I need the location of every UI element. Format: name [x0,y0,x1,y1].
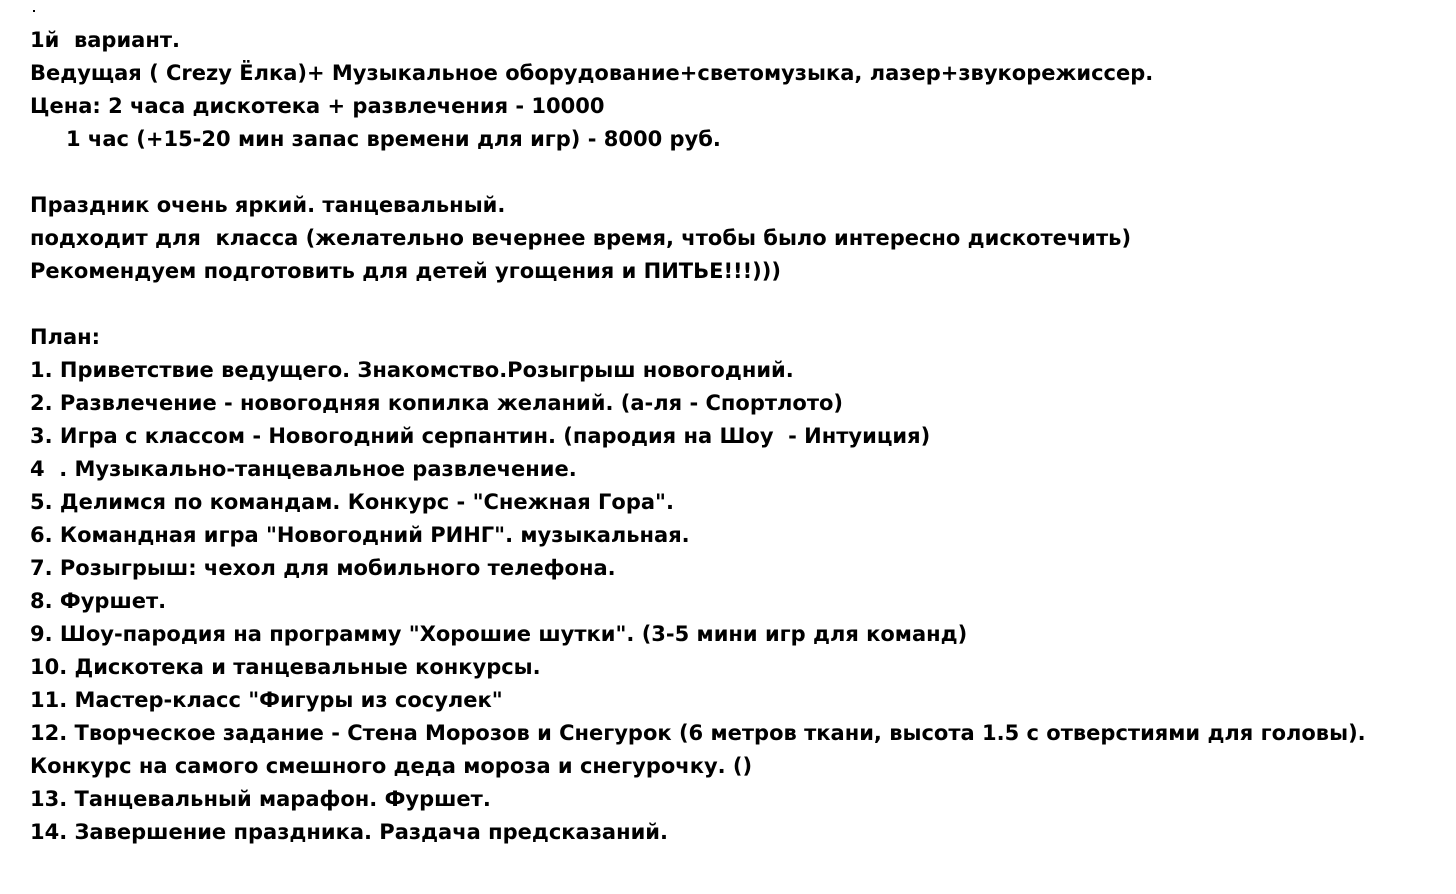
plan-item-3: 3. Игра с классом - Новогодний серпантин. (пародия на Шоу - Интуиция) [30,424,931,448]
plan-item-10: 10. Дискотека и танцевальные конкурсы. [30,655,541,679]
description-line-2: подходит для класса (желательно вечернее время, чтобы было интересно дискотечить) [30,226,1132,250]
host-equipment-line: Ведущая ( Crezy Ёлка)+ Музыкальное оборудование+светомузыка, лазер+звукорежиссер. [30,61,1154,85]
plan-item-13: 13. Танцевальный марафон. Фуршет. [30,787,491,811]
plan-title: План: [30,325,101,349]
price-line-two-hours: Цена: 2 часа дискотека + развлечения - 10000 [30,94,605,118]
plan-item-2: 2. Развлечение - новогодняя копилка желаний. (а-ля - Спортлото) [30,391,844,415]
variant-heading: 1й вариант. [30,28,180,52]
description-line-1: Праздник очень яркий. танцевальный. [30,193,506,217]
plan-item-12: 12. Творческое задание - Стена Морозов и Снегурок (6 метров ткани, высота 1.5 с отверстиями для головы). [30,721,1366,745]
plan-item-4: 4 . Музыкально-танцевальное развлечение. [30,457,577,481]
plan-item-12-continuation: Конкурс на самого смешного деда мороза и снегурочку. () [30,754,753,778]
spacer [30,288,1430,321]
plan-item-6: 6. Командная игра "Новогодний РИНГ". музыкальная. [30,523,690,547]
plan-item-7: 7. Розыгрыш: чехол для мобильного телефона. [30,556,616,580]
plan-item-5: 5. Делимся по командам. Конкурс - "Снежная Гора". [30,490,674,514]
plan-item-1: 1. Приветствие ведущего. Знакомство.Розыгрыш новогодний. [30,358,794,382]
plan-item-9: 9. Шоу-пародия на программу "Хорошие шутки". (3-5 мини игр для команд) [30,622,968,646]
spacer [30,156,1430,189]
stray-dot-mark [33,10,35,12]
plan-item-8: 8. Фуршет. [30,589,167,613]
document-body [30,24,1430,849]
price-line-one-hour: 1 час (+15-20 мин запас времени для игр) - 8000 руб. [66,127,721,151]
plan-item-11: 11. Мастер-класс "Фигуры из сосулек" [30,688,503,712]
description-line-3: Рекомендуем подготовить для детей угощения и ПИТЬЕ!!!))) [30,259,781,283]
plan-item-14: 14. Завершение праздника. Раздача предсказаний. [30,820,668,844]
